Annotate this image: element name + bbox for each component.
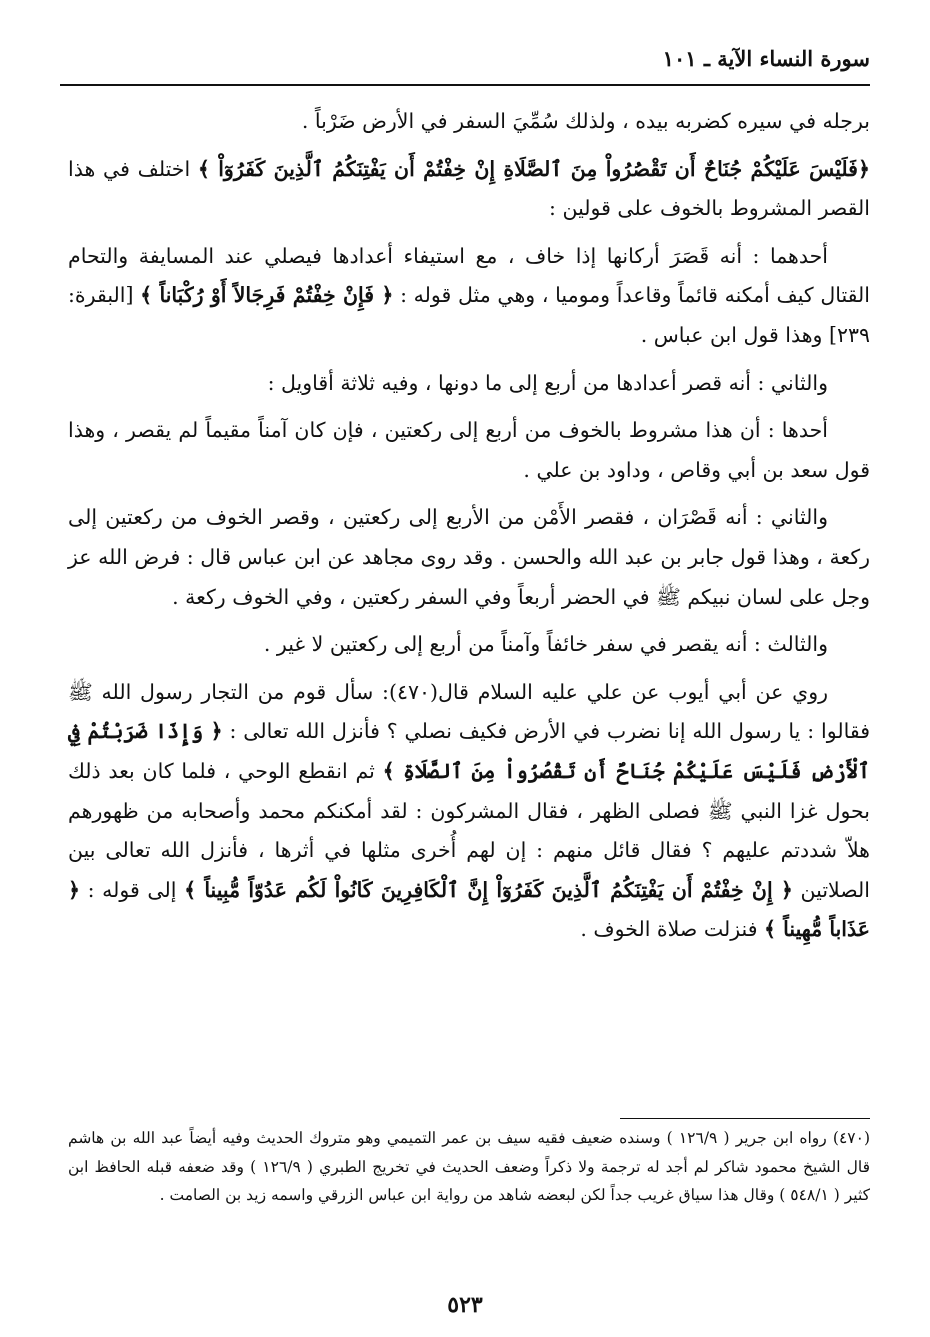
text-segment: فنزلت صلاة الخوف .	[580, 917, 765, 942]
page-number: ٥٢٣	[447, 1292, 483, 1318]
text-segment: والثاني : أنه قَصْرَان ، فقصر الأَمْن من الأربع إلى ركعتين ، وقصر الخوف من ركعتين إلى ركعة ، وهذا قول جابر بن عبد الله والحسن . وقد روى مجاهد عن ابن عباس قال : فرض الله عز وجل على لسان نبيكم ﷺ في الحضر أربعاً وفي السفر ركعتين ، وفي الخوف ركعة .	[68, 505, 870, 609]
text-segment: روي عن أبي أيوب عن علي عليه السلام قال(٤٧٠): سأل قوم من التجار رسول الله ﷺ فقالوا : يا رسول الله إنا نضرب في الأرض فكيف نصلي ؟ فأنزل الله تعالى :	[68, 679, 870, 744]
footnote-rule	[620, 1118, 870, 1119]
paragraph	[68, 411, 870, 490]
running-header	[60, 46, 870, 86]
paragraph	[68, 625, 870, 665]
text-segment: والثالث : أنه يقصر في سفر خائفاً وآمناً من أربع إلى ركعتين لا غير .	[263, 632, 828, 657]
text-segment: اختلف في هذا القصر المشروط بالخوف على قولين :	[68, 156, 870, 221]
quran-verse: ﴿ وَإِذَا ضَرَبْتُمْ فِي ٱلْأَرْضِ فَلَيْسَ عَلَيْكُمْ جُنَاحٌ أَن تَقْصُرُواْ مِنَ ٱلصَّلَاةِ ﴾	[68, 719, 870, 783]
main-text	[68, 102, 870, 958]
paragraph	[68, 364, 870, 404]
text-segment: [البقرة: ٢٣٩] وهذا قول ابن عباس .	[68, 283, 870, 347]
footnote: (٤٧٠) رواه ابن جرير ( ١٢٦/٩ ) وسنده ضعيف فقيه سيف بن عمر التميمي وهو متروك الحديث وفيه أيضاً عبد الله بن هاشم قال الشيخ محمود شاكر لم أجد له ترجمة ولا ذكراً وضعف الحديث في تخريج الطبري ( ١٢٦/٩ ) وقد ضعفه قبله الحافظ ابن كثير ( ٥٤٨/١ ) وقال هذا سياق غريب جداً لكن لبعضه شاهد من رواية ابن عباس الزرقي واسمه زيد بن الصامت .	[68, 1129, 871, 1204]
paragraph	[68, 150, 870, 229]
text-segment: برجله في سيره كضربه بيده ، ولذلك سُمِّيَ السفر في الأرض ضَرْباً .	[301, 109, 870, 133]
paragraph	[68, 237, 870, 356]
quran-verse: ﴿ فَإِنْ خِفْتُمْ فَرِجَالاً أَوْ رُكْبَاناً ﴾	[140, 283, 394, 308]
quran-verse: ﴿ إِنْ خِفْتُمْ أَن يَفْتِنَكُمُ ٱلَّذِينَ كَفَرُوٓاْ إِنَّ ٱلْكَافِرِينَ كَانُواْ لَكُم عَدُوّاً مُّبِيناً ﴾	[184, 877, 793, 902]
quran-verse: ﴿فَلَيْسَ عَلَيْكُمْ جُنَاحٌ أَن تَقْصُرُواْ مِنَ ٱلصَّلَاةِ إِنْ خِفْتُمْ أَن يَفْتِنَكُمُ ٱلَّذِينَ كَفَرُوٓاْ ﴾	[197, 156, 870, 181]
text-segment: والثاني : أنه قصر أعدادها من أربع إلى ما دونها ، وفيه ثلاثة أقاويل :	[267, 370, 828, 395]
paragraph	[68, 673, 870, 950]
text-segment: ثم انقطع الوحي ، فلما كان بعد ذلك بحول غزا النبي ﷺ فصلى الظهر ، فقال المشركون : لقد أمكنكم محمد وأصحابه من ظهورهم هلاّ شددتم عليهم ؟ فقال قائل منهم : إن لهم أُخرى مثلها في أثرها ، فأنزل الله تعالى بين الصلاتين	[68, 758, 871, 902]
text-segment: إلى قوله :	[80, 877, 185, 902]
header-title: سورة النساء الآية ـ ١٠١	[662, 46, 870, 71]
paragraph	[68, 498, 870, 617]
header-rule	[60, 84, 870, 86]
paragraph	[68, 102, 870, 142]
text-segment: أحدهما : أنه قَصَرَ أركانها إذا خاف ، مع استيفاء أعدادها فيصلي عند المسايفة والتحام القتال كيف أمكنه قائماً وقاعداً وموميا ، وهي مثل قوله :	[68, 243, 870, 308]
footnotes	[68, 1124, 870, 1210]
text-segment: أحدها : أن هذا مشروط بالخوف من أربع إلى ركعتين ، فإن كان آمناً مقيماً لم يقصر ، وهذا قول سعد بن أبي وقاص ، وداود بن علي .	[68, 418, 870, 482]
quran-verse: ﴿ عَذَاباً مُّهِيناً ﴾	[68, 877, 870, 942]
